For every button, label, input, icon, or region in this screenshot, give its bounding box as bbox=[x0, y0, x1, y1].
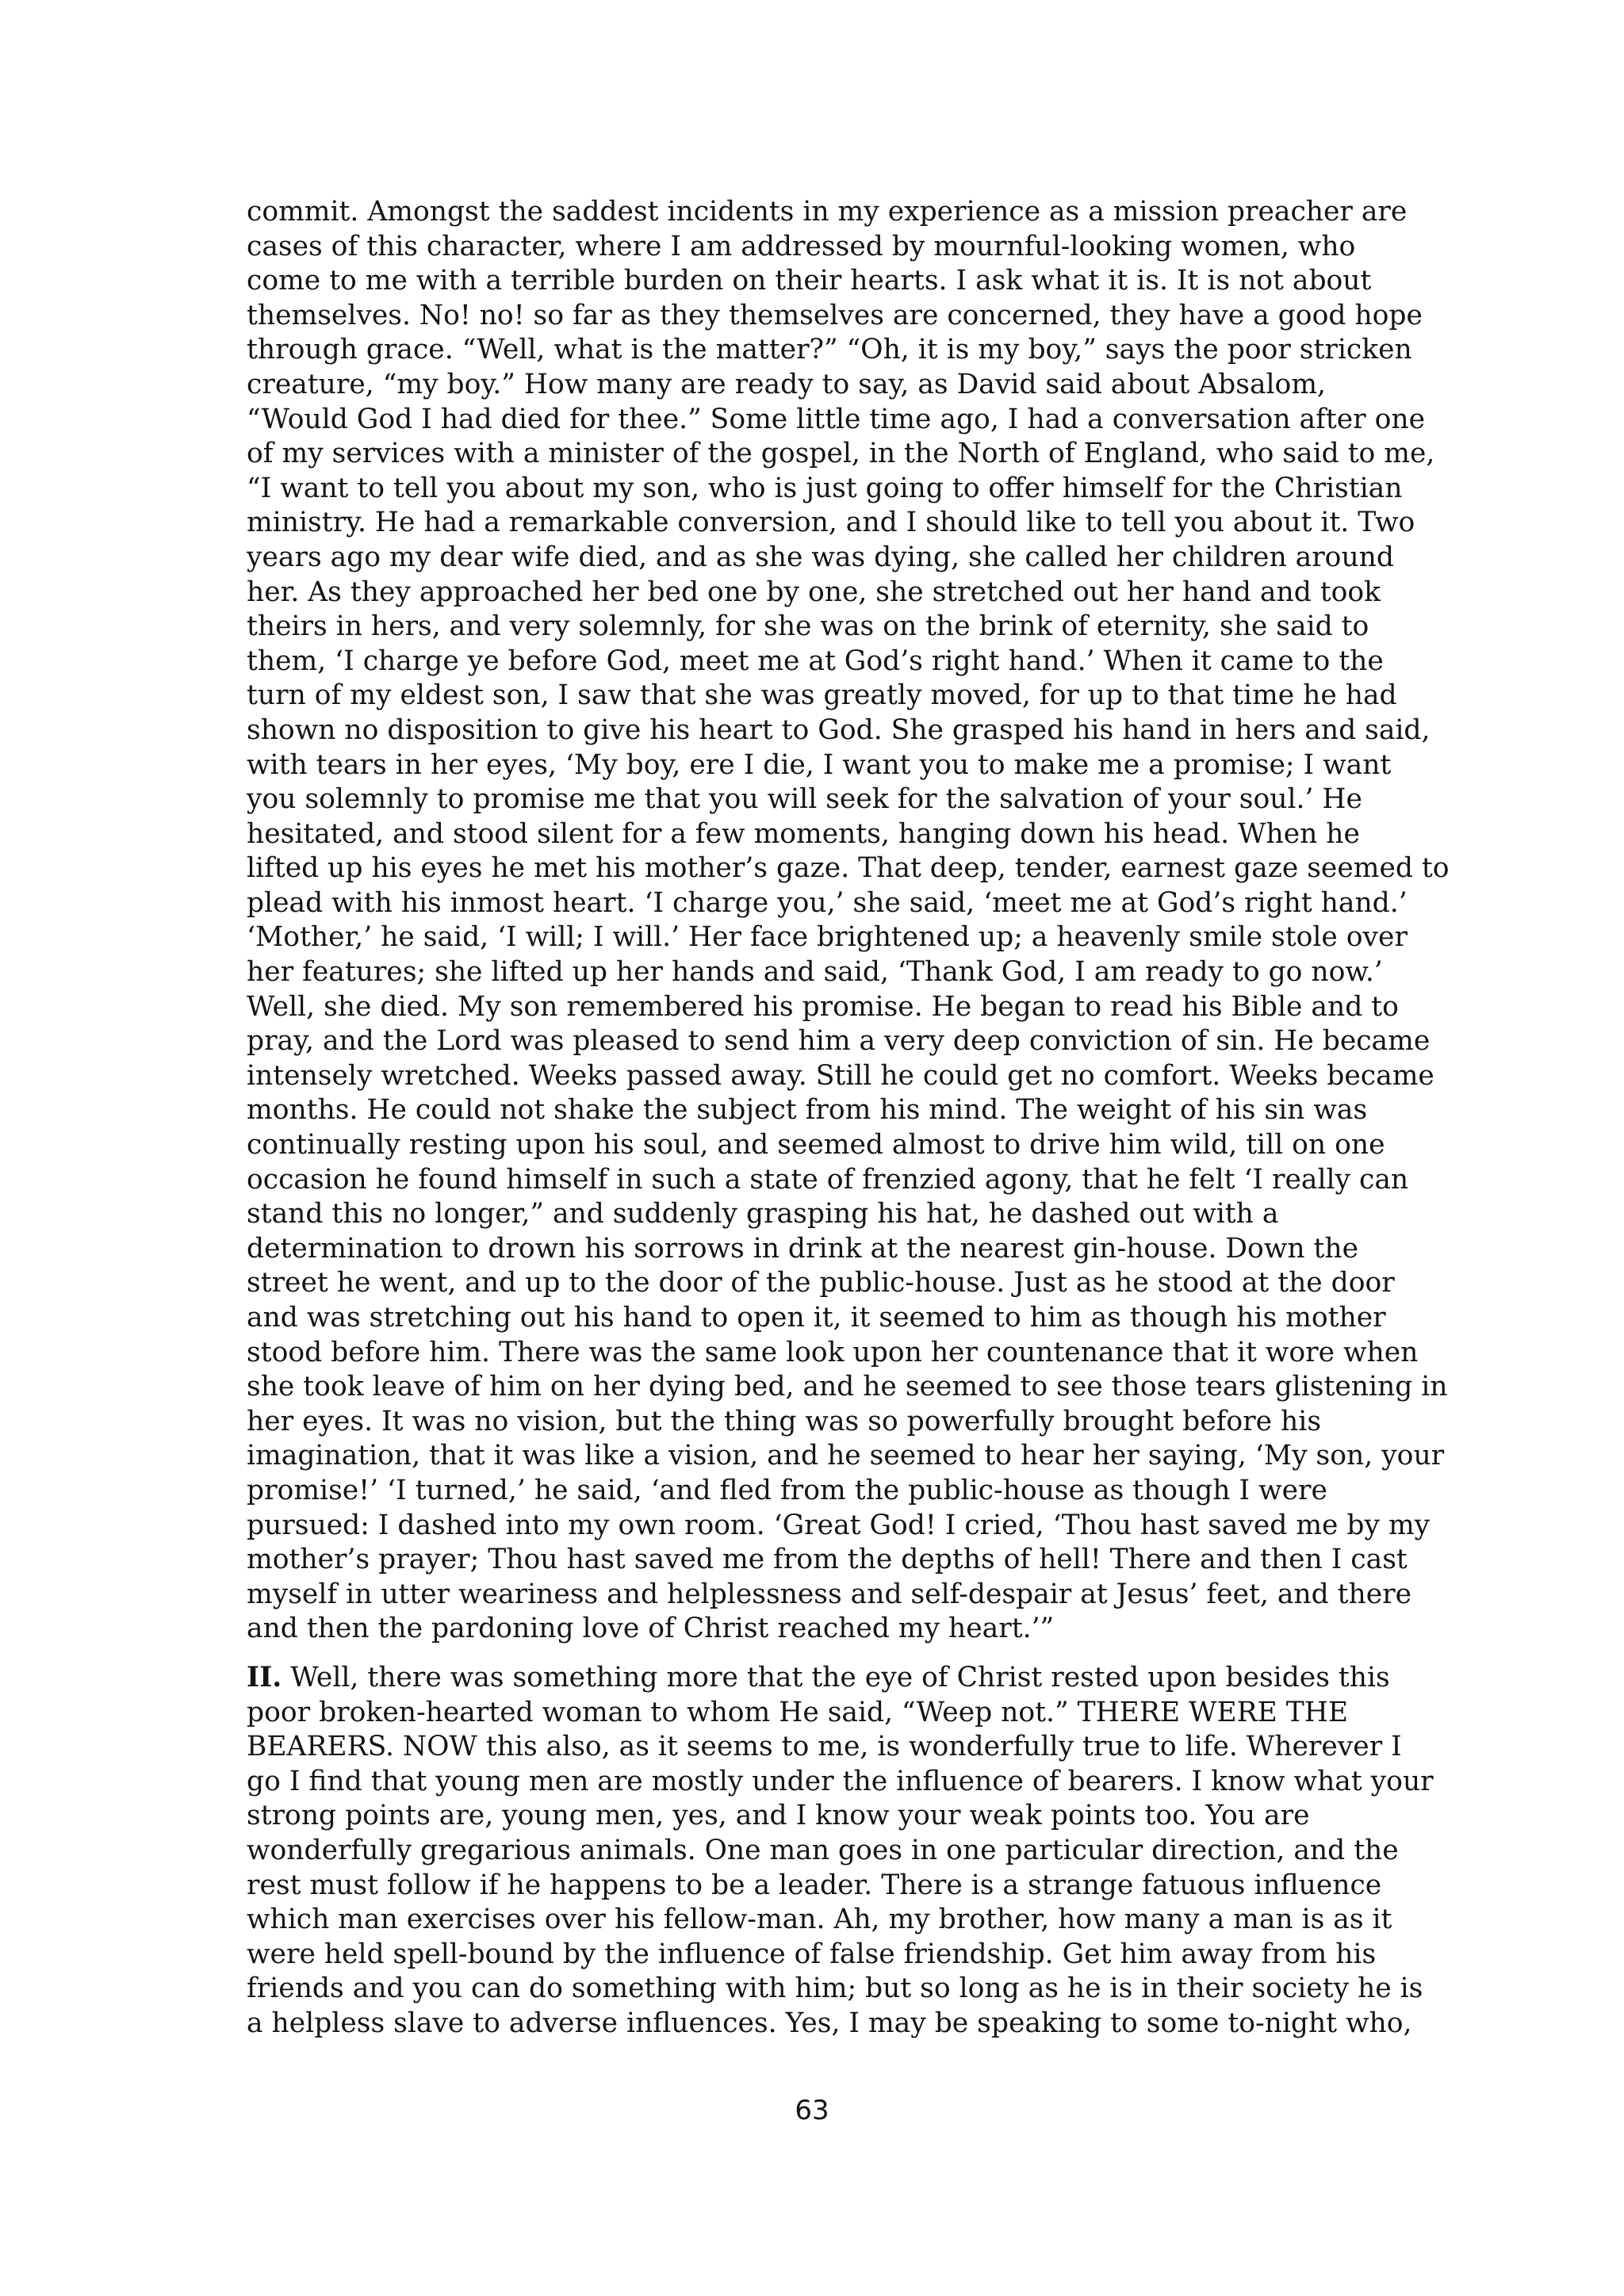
paragraph-2 bbox=[247, 1661, 1434, 2042]
text-line: wonderfully gregarious animals. One man goes in one particular direction, and the bbox=[247, 1834, 1399, 1866]
text-line: come to me with a terrible burden on their hearts. I ask what it is. It is not about bbox=[247, 265, 1372, 297]
text-line: hesitated, and stood silent for a few moments, hanging down his head. When he bbox=[247, 817, 1360, 850]
text-line: her. As they approached her bed one by one, she stretched out her hand and took bbox=[247, 576, 1381, 608]
text-line: myself in utter weariness and helplessness and self-despair at Jesus’ feet, and there bbox=[247, 1578, 1412, 1610]
text-line: creature, “my boy.” How many are ready to say, as David said about Absalom, bbox=[247, 368, 1326, 400]
text-line: with tears in her eyes, ‘My boy, ere I die, I want you to make me a promise; I want bbox=[247, 748, 1392, 781]
text-line: mother’s prayer; Thou hast saved me from the depths of hell! There and then I cast bbox=[247, 1544, 1408, 1576]
text-line: her features; she lifted up her hands and said, ‘Thank God, I am ready to go now.’ bbox=[247, 956, 1383, 989]
text-line: years ago my dear wife died, and as she was dying, she called her children around bbox=[247, 541, 1394, 573]
text-line: lifted up his eyes he met his mother’s gaze. That deep, tender, earnest gaze seemed to bbox=[247, 852, 1450, 885]
text-line: themselves. No! no! so far as they themselves are concerned, they have a good hope bbox=[247, 299, 1423, 331]
text-line: ministry. He had a remarkable conversion, and I should like to tell you about it. Two bbox=[247, 507, 1415, 539]
text-line: a helpless slave to adverse influences. Yes, I may be speaking to some to-night who, bbox=[247, 2007, 1412, 2039]
text-line: go I find that young men are mostly under the influence of bearers. I know what your bbox=[247, 1765, 1434, 1797]
text-line: “Would God I had died for thee.” Some little time ago, I had a conversation after one bbox=[247, 403, 1426, 435]
text-line: were held spell-bound by the influence of false friendship. Get him away from his bbox=[247, 1938, 1377, 1970]
text-line: stood before him. There was the same look upon her countenance that it wore when bbox=[247, 1336, 1419, 1368]
text-line: continually resting upon his soul, and seemed almost to drive him wild, till on one bbox=[247, 1129, 1385, 1161]
page-content bbox=[247, 195, 1450, 2041]
text-line: determination to drown his sorrows in drink at the nearest gin-house. Down the bbox=[247, 1232, 1359, 1265]
text-line: through grace. “Well, what is the matter?” “Oh, it is my boy,” says the poor stricken bbox=[247, 334, 1412, 366]
text-line: them, ‘I charge ye before God, meet me at God’s right hand.’ When it came to the bbox=[247, 645, 1384, 677]
text-line: shown no disposition to give his heart to God. She grasped his hand in hers and said, bbox=[247, 714, 1431, 746]
text-line: theirs in hers, and very solemnly, for she was on the brink of eternity, she said to bbox=[247, 610, 1369, 643]
text-line: of my services with a minister of the gospel, in the North of England, who said to me, bbox=[247, 438, 1435, 470]
text-line: rest must follow if he happens to be a leader. There is a strange fatuous influence bbox=[247, 1869, 1382, 1901]
text-line: stand this no longer,” and suddenly grasping his hat, he dashed out with a bbox=[247, 1198, 1279, 1230]
paragraph-2-first-line-text: Well, there was something more that the eye of Christ rested upon besides this bbox=[282, 1661, 1390, 1693]
text-line: imagination, that it was like a vision, and he seemed to hear her saying, ‘My son, your bbox=[247, 1440, 1445, 1472]
page-number: 63 bbox=[795, 2095, 829, 2126]
text-line: Well, she died. My son remembered his promise. He began to read his Bible and to bbox=[247, 990, 1399, 1023]
text-line: occasion he found himself in such a state of frenzied agony, that he felt ‘I really can bbox=[247, 1163, 1409, 1196]
text-line: ‘Mother,’ he said, ‘I will; I will.’ Her face brightened up; a heavenly smile stole over bbox=[247, 921, 1408, 954]
text-line: she took leave of him on her dying bed, and he seemed to see those tears glistening in bbox=[247, 1371, 1448, 1403]
text-line: plead with his inmost heart. ‘I charge you,’ she said, ‘meet me at God’s right hand.’ bbox=[247, 886, 1408, 919]
text-line: pray, and the Lord was pleased to send him a very deep conviction of sin. He became bbox=[247, 1025, 1431, 1058]
text-line: which man exercises over his fellow-man. Ah, my brother, how many a man is as it bbox=[247, 1904, 1392, 1936]
paragraph-1 bbox=[247, 195, 1450, 1647]
text-line: promise!’ ‘I turned,’ he said, ‘and fled from the public-house as though I were bbox=[247, 1474, 1327, 1506]
text-line: street he went, and up to the door of the public-house. Just as he stood at the door bbox=[247, 1267, 1395, 1299]
text-line: commit. Amongst the saddest incidents in my experience as a mission preacher are bbox=[247, 196, 1408, 228]
paragraph-2-first-line bbox=[247, 1661, 1396, 1696]
text-line: BEARERS. NOW this also, as it seems to me, is wonderfully true to life. Wherever I bbox=[247, 1731, 1402, 1763]
text-line: and then the pardoning love of Christ reached my heart.’” bbox=[247, 1613, 1055, 1645]
text-line: and was stretching out his hand to open it, it seemed to him as though his mother bbox=[247, 1302, 1386, 1334]
text-line: poor broken-hearted woman to whom He said, “Weep not.” THERE WERE THE bbox=[247, 1696, 1349, 1728]
text-line: her eyes. It was no vision, but the thing was so powerfully brought before his bbox=[247, 1405, 1322, 1437]
text-line: you solemnly to promise me that you will seek for the salvation of your soul.’ He bbox=[247, 783, 1362, 816]
text-line: cases of this character, where I am addressed by mournful-looking women, who bbox=[247, 230, 1356, 262]
text-line: months. He could not shake the subject from his mind. The weight of his sin was bbox=[247, 1094, 1368, 1127]
text-line: “I want to tell you about my son, who is just going to offer himself for the Christian bbox=[247, 472, 1403, 504]
text-line: strong points are, young men, yes, and I know your weak points too. You are bbox=[247, 1800, 1310, 1832]
text-line: turn of my eldest son, I saw that she was greatly moved, for up to that time he had bbox=[247, 679, 1397, 712]
text-line: friends and you can do something with him; but so long as he is in their society he is bbox=[247, 1973, 1423, 2005]
section-number: II. bbox=[247, 1661, 282, 1693]
text-line: intensely wretched. Weeks passed away. Still he could get no comfort. Weeks became bbox=[247, 1059, 1434, 1092]
text-line: pursued: I dashed into my own room. ‘Great God! I cried, ‘Thou hast saved me by my bbox=[247, 1509, 1431, 1541]
